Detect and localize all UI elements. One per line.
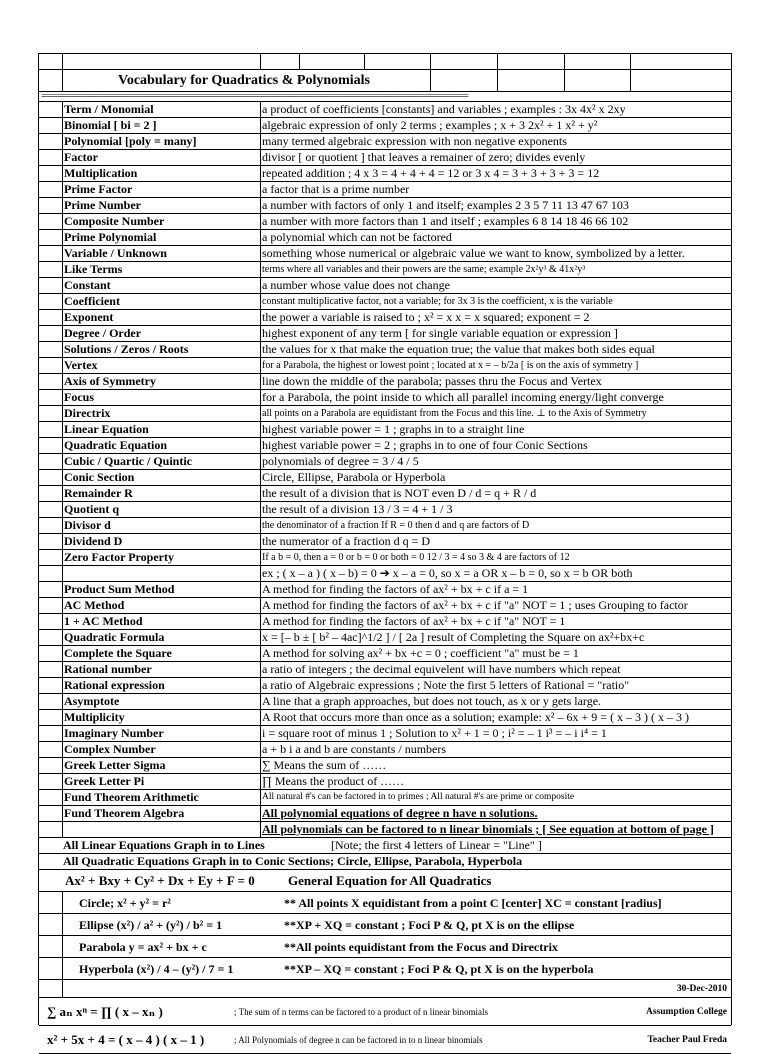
title-row	[39, 70, 731, 92]
term-row	[39, 550, 731, 566]
graph-notes	[39, 838, 731, 870]
term-definition: polynomials of degree = 3 / 4 / 5	[262, 454, 419, 468]
term-row	[39, 342, 731, 358]
term-label	[63, 822, 261, 837]
term-row	[39, 454, 731, 470]
footer-description: ; The sum of n terms can be factored to a product of n linear binomials	[234, 1007, 489, 1017]
term-row	[39, 598, 731, 614]
conic-list	[39, 892, 731, 980]
separator: ============================================================================================	[41, 91, 468, 102]
term-definition: line down the middle of the parabola; passes thru the Focus and Vertex	[262, 374, 602, 388]
term-row	[39, 390, 731, 406]
term-definition: constant multiplicative factor, not a variable; for 3x 3 is the coefficient, x is the variable	[262, 296, 613, 307]
term-definition: A method for finding the factors of ax² + bx + c if "a" NOT = 1	[262, 614, 566, 628]
conic-equation: Circle; x² + y² = r²	[79, 896, 171, 910]
term-definition: repeated addition ; 4 x 3 = 4 + 4 + 4 = 12 or 3 x 4 = 3 + 3 + 3 + 3 = 12	[262, 166, 600, 180]
term-row	[39, 118, 731, 134]
term-row	[39, 310, 731, 326]
graph-note-text: All Linear Equations Graph in to Lines	[63, 838, 265, 852]
term-label: Degree / Order	[63, 326, 261, 341]
term-label: Quadratic Formula	[63, 630, 261, 645]
term-definition: the result of a division that is NOT even D / d = q + R / d	[262, 486, 537, 500]
term-definition: highest variable power = 1 ; graphs in to a straight line	[262, 422, 525, 436]
term-label: 1 + AC Method	[63, 614, 261, 629]
term-definition: a number with more factors than 1 and itself ; examples 6 8 14 18 46 66 102	[262, 214, 629, 228]
term-definition: A method for finding the factors of ax² + bx + c if a = 1	[262, 582, 529, 596]
term-label: Like Terms	[63, 262, 261, 277]
term-row	[39, 102, 731, 118]
term-label: Solutions / Zeros / Roots	[63, 342, 261, 357]
term-label: Prime Factor	[63, 182, 261, 197]
term-definition: algebraic expression of only 2 terms ; examples ; x + 3 2x² + 1 x² + y²	[262, 118, 598, 132]
conic-row	[39, 892, 731, 914]
term-label: Directrix	[63, 406, 261, 421]
term-definition: divisor [ or quotient ] that leaves a remainer of zero; divides evenly	[262, 150, 586, 164]
term-row	[39, 694, 731, 710]
term-row	[39, 678, 731, 694]
term-definition: i = square root of minus 1 ; Solution to x² + 1 = 0 ; i² = – 1 i³ = – i i⁴ = 1	[262, 726, 607, 740]
term-label: Coefficient	[63, 294, 261, 309]
graph-note-text: All Quadratic Equations Graph in to Conic Sections; Circle, Ellipse, Parabola, Hyperbola	[63, 854, 523, 868]
footer-formula: ∑ aₙ xⁿ = ∏ ( x – xₙ )	[47, 1004, 163, 1019]
term-row	[39, 502, 731, 518]
term-row	[39, 438, 731, 454]
conic-description: **XP + XQ = constant ; Foci P & Q, pt X is on the ellipse	[284, 918, 575, 932]
term-row	[39, 822, 731, 838]
separator-row	[39, 92, 731, 102]
term-row	[39, 198, 731, 214]
term-definition: A line that a graph approaches, but does not touch, as x or y gets large.	[262, 694, 602, 708]
term-row	[39, 374, 731, 390]
term-label: Multiplication	[63, 166, 261, 181]
term-definition: a factor that is a prime number	[262, 182, 410, 196]
term-row	[39, 534, 731, 550]
footer-credit: Assumption College	[645, 1007, 727, 1017]
term-label	[63, 566, 261, 581]
term-label: Linear Equation	[63, 422, 261, 437]
term-row	[39, 710, 731, 726]
term-label: Polynomial [poly = many]	[63, 134, 261, 149]
term-definition: highest exponent of any term [ for single variable equation or expression ]	[262, 326, 618, 340]
term-row	[39, 358, 731, 374]
conic-equation: Parabola y = ax² + bx + c	[79, 940, 207, 954]
term-label: Prime Number	[63, 198, 261, 213]
term-row	[39, 262, 731, 278]
footer-row	[39, 998, 731, 1026]
term-label: Imaginary Number	[63, 726, 261, 741]
term-row	[39, 774, 731, 790]
term-label: Quadratic Equation	[63, 438, 261, 453]
term-label: Constant	[63, 278, 261, 293]
term-definition: a ratio of Algebraic expressions ; Note the first 5 letters of Rational = "ratio"	[262, 678, 630, 692]
term-label: Zero Factor Property	[63, 550, 261, 565]
term-row	[39, 614, 731, 630]
term-label: Axis of Symmetry	[63, 374, 261, 389]
term-label: Vertex	[63, 358, 261, 373]
term-definition: all points on a Parabola are equidistant from the Focus and this line. ⊥ to the Axis of Symmetry	[262, 408, 647, 419]
term-definition: for a Parabola, the point inside to which all parallel incoming energy/light converge	[262, 390, 664, 404]
term-definition: A Root that occurs more than once as a solution; example: x² – 6x + 9 = ( x – 3 ) ( x – 3 )	[262, 710, 690, 724]
conic-equation: Hyperbola (x²) / 4 – (y²) / 7 = 1	[79, 962, 234, 976]
term-label: Remainder R	[63, 486, 261, 501]
date-stamp: 30-Dec-2010	[676, 984, 727, 994]
general-equation-label: General Equation for All Quadratics	[287, 873, 492, 888]
term-row	[39, 294, 731, 310]
term-row	[39, 790, 731, 806]
conic-row	[39, 958, 731, 980]
graph-note-row	[39, 838, 731, 854]
term-definition: the result of a division 13 / 3 = 4 + 1 / 3	[262, 502, 453, 516]
term-definition: highest variable power = 2 ; graphs in to one of four Conic Sections	[262, 438, 588, 452]
term-row	[39, 134, 731, 150]
term-row	[39, 214, 731, 230]
term-label: Greek Letter Sigma	[63, 758, 261, 773]
term-row	[39, 486, 731, 502]
term-label: Multiplicity	[63, 710, 261, 725]
term-row	[39, 806, 731, 822]
footer-description: ; All Polynomials of degree n can be factored in to n linear binomials	[234, 1035, 483, 1045]
term-definition: All natural #'s can be factored in to primes ; All natural #'s are prime or composite	[262, 792, 575, 802]
term-label: Term / Monomial	[63, 102, 261, 117]
graph-note: [Note; the first 4 letters of Linear = "Line" ]	[331, 838, 542, 852]
term-definition: the denominator of a fraction If R = 0 then d and q are factors of D	[262, 520, 530, 531]
term-label: Variable / Unknown	[63, 246, 261, 261]
page-title: Vocabulary for Quadratics & Polynomials	[118, 73, 371, 88]
footer-formula: x² + 5x + 4 = ( x – 4 ) ( x – 1 )	[47, 1032, 205, 1047]
conic-row	[39, 914, 731, 936]
term-row	[39, 518, 731, 534]
term-row	[39, 278, 731, 294]
term-label: Quotient q	[63, 502, 261, 517]
date-row	[39, 980, 731, 998]
term-row	[39, 406, 731, 422]
term-definition: terms where all variables and their powers are the same; example 2x²y³ & 41x²y³	[262, 264, 586, 275]
term-label: Complex Number	[63, 742, 261, 757]
term-row	[39, 470, 731, 486]
term-definition: If a b = 0, then a = 0 or b = 0 or both = 0 12 / 3 = 4 so 3 & 4 are factors of 12	[262, 552, 570, 563]
term-definition: ∑ Means the sum of ……	[262, 758, 387, 772]
term-label: Exponent	[63, 310, 261, 325]
term-definition: a + b i a and b are constants / numbers	[262, 742, 447, 756]
term-label: Product Sum Method	[63, 582, 261, 597]
term-row	[39, 230, 731, 246]
term-row	[39, 166, 731, 182]
term-definition: a polynomial which can not be factored	[262, 230, 452, 244]
term-definition: All polynomial equations of degree n have n solutions.	[262, 806, 538, 820]
conic-description: **All points equidistant from the Focus and Directrix	[284, 940, 558, 954]
vocabulary-sheet	[38, 53, 732, 1047]
term-label: Divisor d	[63, 518, 261, 533]
term-definition: a number with factors of only 1 and itself; examples 2 3 5 7 11 13 47 67 103	[262, 198, 629, 212]
term-label: Factor	[63, 150, 261, 165]
term-definition: ∏ Means the product of ……	[262, 774, 405, 788]
term-definition: the values for x that make the equation true; the value that makes both sides equal	[262, 342, 655, 356]
term-label: Conic Section	[63, 470, 261, 485]
general-equation: Ax² + Bxy + Cy² + Dx + Ey + F = 0	[65, 873, 255, 888]
term-label: Binomial [ bi = 2 ]	[63, 118, 261, 133]
term-label: Fund Theorem Arithmetic	[63, 790, 261, 805]
term-label: Dividend D	[63, 534, 261, 549]
term-row	[39, 422, 731, 438]
general-equation-row	[39, 870, 731, 892]
term-definition: A method for finding the factors of ax² + bx + c if "a" NOT = 1 ; uses Grouping to factor	[262, 598, 688, 612]
term-label: Greek Letter Pi	[63, 774, 261, 789]
conic-row	[39, 936, 731, 958]
term-definition: the power a variable is raised to ; x² = x x = x squared; exponent = 2	[262, 310, 590, 324]
term-definition: ex ; ( x – a ) ( x – b) = 0 ➔ x – a = 0, so x = a OR x – b = 0, so x = b OR both	[262, 566, 633, 580]
term-label: Rational expression	[63, 678, 261, 693]
term-definition: many termed algebraic expression with non negative exponents	[262, 134, 567, 148]
graph-note-row	[39, 854, 731, 870]
term-row	[39, 662, 731, 678]
term-definition: the numerator of a fraction d q = D	[262, 534, 431, 548]
term-label: Cubic / Quartic / Quintic	[63, 454, 261, 469]
term-row	[39, 582, 731, 598]
conic-description: **XP – XQ = constant ; Foci P & Q, pt X is on the hyperbola	[284, 962, 594, 976]
conic-equation: Ellipse (x²) / a² + (y²) / b² = 1	[79, 918, 223, 932]
term-row	[39, 150, 731, 166]
term-row	[39, 630, 731, 646]
term-label: Asymptote	[63, 694, 261, 709]
footer	[39, 998, 731, 1054]
term-row	[39, 646, 731, 662]
blank-row	[39, 54, 731, 70]
term-definition: A method for solving ax² + bx +c = 0 ; coefficient "a" must be = 1	[262, 646, 579, 660]
term-definition: something whose numerical or algebraic value we want to know, symbolized by a letter.	[262, 246, 685, 260]
term-definition: All polynomials can be factored to n linear binomials ; [ See equation at bottom of page ]	[262, 822, 714, 836]
term-label: AC Method	[63, 598, 261, 613]
term-row	[39, 566, 731, 582]
term-label: Rational number	[63, 662, 261, 677]
term-row	[39, 326, 731, 342]
term-row	[39, 726, 731, 742]
term-definition: for a Parabola, the highest or lowest point ; located at x = – b/2a [ is on the axis of symmetry ]	[262, 360, 639, 371]
term-label: Prime Polynomial	[63, 230, 261, 245]
term-definition: a product of coefficients [constants] and variables ; examples : 3x 4x² x 2xy	[262, 102, 626, 116]
terms-table	[39, 102, 731, 838]
term-definition: x = [– b ± [ b² – 4ac]^1/2 ] / [ 2a ] result of Completing the Square on ax²+bx+c	[262, 630, 645, 644]
term-row	[39, 182, 731, 198]
term-definition: a number whose value does not change	[262, 278, 450, 292]
term-definition: a ratio of integers ; the decimal equivelent will have numbers which repeat	[262, 662, 621, 676]
conic-description: ** All points X equidistant from a point C [center] XC = constant [radius]	[284, 896, 662, 910]
term-row	[39, 246, 731, 262]
term-label: Complete the Square	[63, 646, 261, 661]
term-row	[39, 758, 731, 774]
term-row	[39, 742, 731, 758]
term-label: Focus	[63, 390, 261, 405]
term-label: Fund Theorem Algebra	[63, 806, 261, 821]
footer-row	[39, 1026, 731, 1054]
term-definition: Circle, Ellipse, Parabola or Hyperbola	[262, 470, 446, 484]
term-label: Composite Number	[63, 214, 261, 229]
footer-credit: Teacher Paul Freda	[647, 1035, 727, 1045]
